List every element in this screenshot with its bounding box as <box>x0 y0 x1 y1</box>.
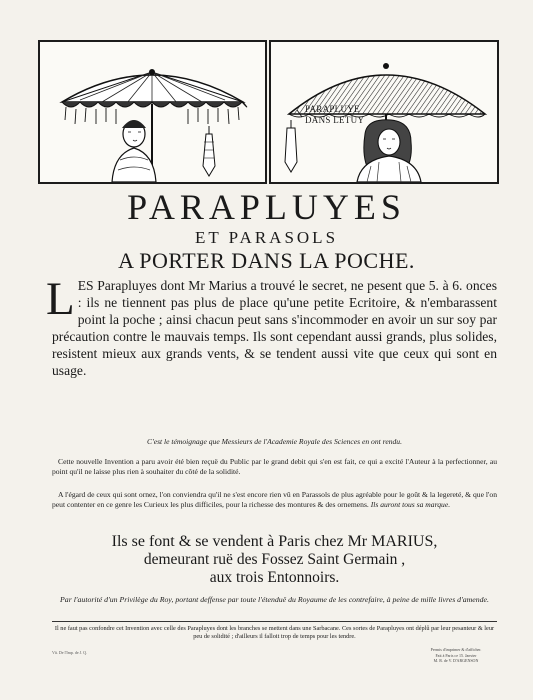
divider-rule <box>52 621 497 622</box>
academy-attestation: C'est le témoignage que Messieurs de l'Academie Royale des Sciences en ont rendu. <box>147 437 402 446</box>
subtitle: ET PARASOLS <box>194 228 339 247</box>
ornament-note <box>52 490 497 510</box>
footer-right-line3: M. R. de V. D'ARGENSON <box>433 658 479 663</box>
ornament-note-text: A l'égard de ceux qui sont ornez, l'on conviendra qu'il ne s'est encore rien vû en Parassols de plus agréable pour le goût & la legereté, & que l'on peut contenter en ce genre les Curieux les plus difficiles, pour la richesse des montures & des ornemens. <box>52 490 497 509</box>
drop-cap: L <box>46 273 75 325</box>
seller-line3: aux trois Entonnoirs. <box>209 569 340 586</box>
fine-print: Il ne faut pas confondre cet Invention avec celle des Parapluyes dont les branches se mettent dans une Sarbacane. Ces sortes de Parapluyes ont déplû par leur pesanteur & leur peu de solidité ; d'ailleurs il falloit trop de temps pour les tendre. <box>54 625 495 640</box>
case-label-line1: PARAPLUYE <box>305 104 360 114</box>
trademark-note: Ils auront tous sa marque. <box>370 500 451 509</box>
seller-block <box>52 533 497 587</box>
case-label <box>305 104 364 126</box>
tagline: A PORTER DANS LA POCHE. <box>118 248 415 273</box>
main-paragraph-text: ES Parapluyes dont Mr Marius a trouvé le secret, ne pesent que 5. à 6. onces : ils ne tiennent pas plus de place qu'une petite Ecritoire, & n'embarassent point la poche ; ainsi chacun peut sans s'incommoder en avoir un sur soy par précaution contre le mauvais temps. Ils sont cependant aussi grands, plus solides, resistent mieux aux grands vents, & se tendent aussi vite que ceux qui sont en usage. <box>52 278 497 378</box>
footer-left: Vû. De l'Imp. de J. Q. <box>52 650 88 655</box>
main-title: PARAPLUYES <box>127 187 406 227</box>
footer-right-line1: Permis d'imprimer & d'afficher. <box>430 647 482 652</box>
royal-privilege: Par l'autorité d'un Privilège du Roy, portant deffense par toute l'étenduë du Royaume de les contrefaire, à peine de mille livres d'amende. <box>60 595 489 604</box>
case-label-line2: DANS LETUY <box>305 115 365 125</box>
seller-line1: Ils se font & se vendent à Paris chez Mr MARIUS, <box>111 533 438 550</box>
invention-note: Cette nouvelle Invention a paru avoir été bien reçuë du Public par le grand debit qui s'en est fait, ce qui a excité l'Auteur à la perfectionner, au point qu'il ne laisse plus rien à souhaiter du côté de la solidité. <box>52 457 497 476</box>
woodcut-right <box>269 40 499 184</box>
seller-line2: demeurant ruë des Fossez Saint Germain , <box>143 551 406 568</box>
woman-under-parasol-woodcut-icon <box>40 42 265 182</box>
footer-right <box>416 647 496 664</box>
main-paragraph <box>46 273 497 379</box>
footer-right-line2: Fait à Paris ce 15. Janvier <box>435 652 477 658</box>
woodcut-left <box>38 40 267 184</box>
